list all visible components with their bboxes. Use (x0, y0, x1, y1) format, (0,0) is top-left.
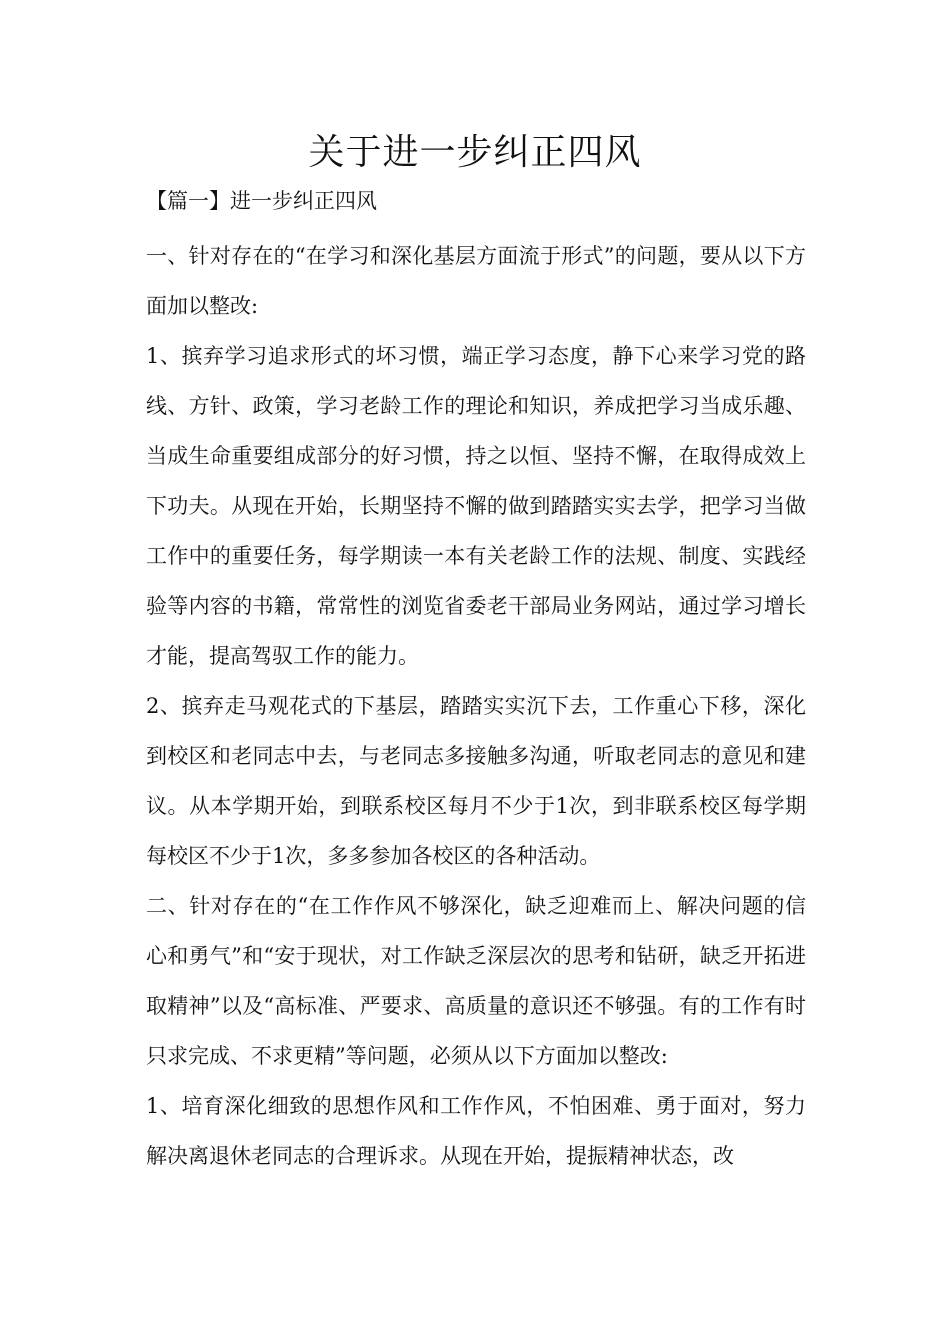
section-heading: 【篇一】进一步纠正四风 (146, 189, 377, 213)
paragraph-4: 二、针对存在的“在工作作风不够深化，缺乏迎难而上、解决问题的信心和勇气”和“安于现状，对工作缺乏深层次的思考和钻研，缺乏开拓进取精神”以及“高标准、严要求、高质量的意识还不够强。有的工作有时只求完成、不求更精”等问题，必须从以下方面加以整改: (146, 894, 806, 1068)
paragraph-5: 1、培育深化细致的思想作风和工作作风，不怕困难、勇于面对，努力解决离退休老同志的合理诉求。从现在开始，提振精神状态，改 (146, 1094, 806, 1168)
paragraph-2: 1、摈弃学习追求形式的坏习惯，端正学习态度，静下心来学习党的路线、方针、政策，学习老龄工作的理论和知识，养成把学习当成乐趣、当成生命重要组成部分的好习惯，持之以恒、坚持不懈，在取得成效上下功夫。从现在开始，长期坚持不懈的做到踏踏实实去学，把学习当做工作中的重要任务，每学期读一本有关老龄工作的法规、制度、实践经验等内容的书籍，常常性的浏览省委老干部局业务网站，通过学习增长才能，提高驾驭工作的能力。 (146, 344, 806, 668)
paragraph-3: 2、摈弃走马观花式的下基层，踏踏实实沉下去，工作重心下移，深化到校区和老同志中去，与老同志多接触多沟通，听取老同志的意见和建议。从本学期开始，到联系校区每月不少于1次，到非联系校区每学期每校区不少于1次，多多参加各校区的各种活动。 (146, 694, 806, 868)
paragraph-1: 一、针对存在的“在学习和深化基层方面流于形式”的问题，要从以下方面加以整改: (146, 244, 806, 318)
document-title: 关于进一步纠正四风 (308, 132, 642, 173)
document-body (146, 183, 806, 1181)
